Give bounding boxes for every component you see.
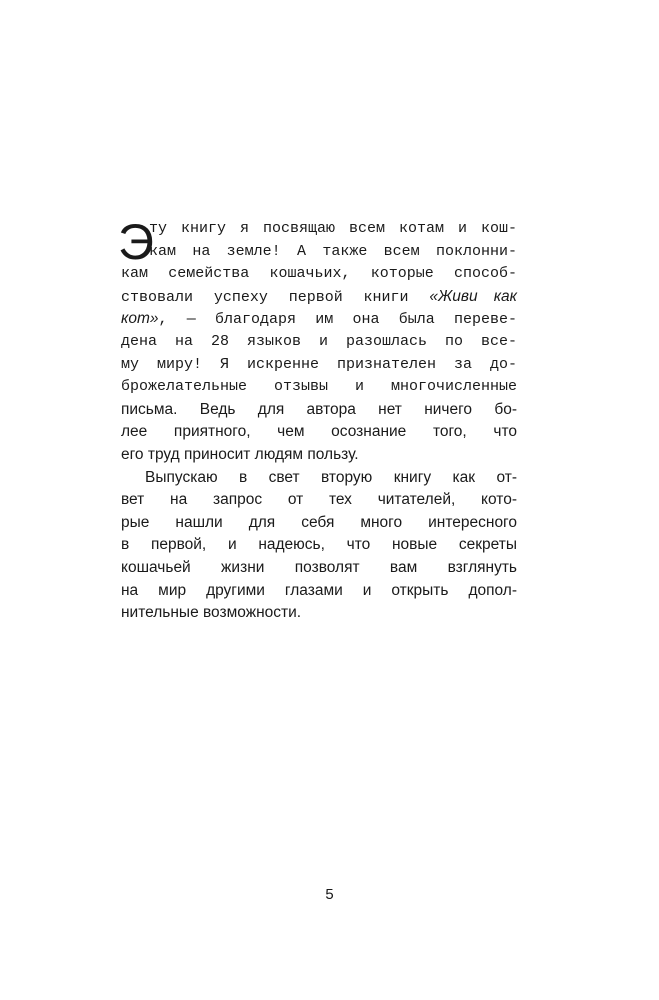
text-line: кам на земле! А также всем поклонни-: [149, 242, 517, 260]
text-line: Выпускаю в свет вторую книгу как от-: [145, 468, 517, 486]
text-line: на мир другими глазами и открыть допол-: [121, 581, 517, 599]
text-line: кам семейства кошачьих, которые способ-: [121, 265, 517, 283]
paragraph-1: [121, 218, 517, 467]
text-line: лее приятного, чем осознание того, что: [121, 423, 517, 441]
text-line: брожелательные отзывы и многочисленные: [121, 378, 517, 396]
text-segment: , — благодаря им она была переве-: [158, 311, 517, 329]
text-line: его труд приносит людям пользу.: [121, 445, 359, 463]
text-line: в первой, и надеюсь, что новые секреты: [121, 536, 517, 554]
drop-cap: Э: [118, 214, 154, 270]
page-number: 5: [324, 887, 334, 904]
book-title-italic: «Живи как: [429, 287, 517, 305]
paragraph-2: [121, 467, 517, 625]
text-line: [121, 286, 517, 309]
text-line: дена на 28 языков и разошлась по все-: [121, 332, 517, 350]
book-title-italic: кот»: [121, 310, 159, 328]
text-line: ту книгу я посвящаю всем котам и кош-: [149, 220, 517, 237]
text-segment: ствовали успеху первой книги: [121, 288, 409, 306]
text-line: нительные возможности.: [121, 604, 302, 622]
text-line: му миру! Я искренне признателен за до-: [121, 355, 517, 373]
text-line: кошачьей жизни позволят вам взглянуть: [121, 558, 517, 576]
dedication-text: [118, 214, 517, 625]
text-line: [121, 308, 517, 331]
text-line: вет на запрос от тех читателей, кото-: [121, 491, 517, 509]
text-line: рые нашли для себя много интересного: [121, 513, 517, 531]
text-line: письма. Ведь для автора нет ничего бо-: [121, 400, 517, 418]
